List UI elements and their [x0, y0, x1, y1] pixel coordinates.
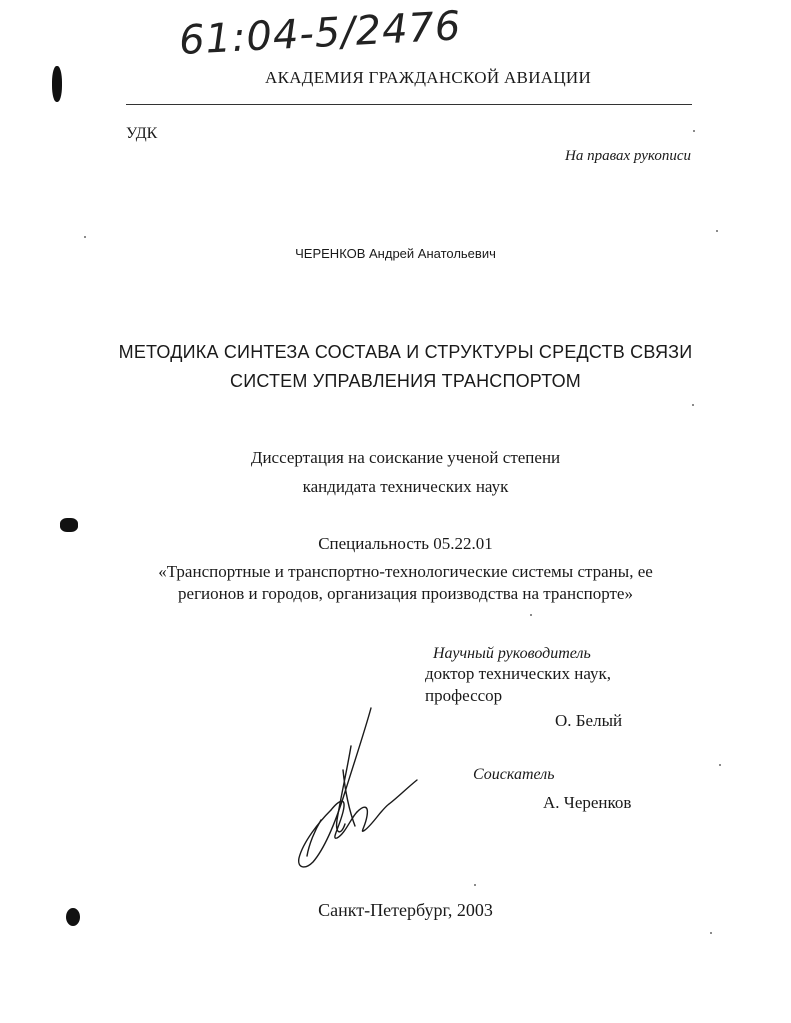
applicant-name: А. Черенков [543, 793, 632, 812]
author-name: ЧЕРЕНКОВ Андрей Анатольевич [295, 246, 496, 261]
scan-speck [716, 230, 718, 232]
udk-label: УДК [126, 125, 158, 142]
city-and-year: Санкт-Петербург, 2003 [318, 900, 493, 920]
supervisor-degree: доктор технических наук, [425, 664, 612, 683]
scan-speck [84, 236, 86, 238]
thesis-title-line-2: СИСТЕМ УПРАВЛЕНИЯ ТРАНСПОРТОМ [230, 371, 581, 391]
rights-note: На правах рукописи [565, 148, 691, 164]
supervisor-name: О. Белый [555, 711, 623, 730]
supervisor-role: Научный руководитель [433, 645, 591, 662]
thesis-title-line-1: МЕТОДИКА СИНТЕЗА СОСТАВА И СТРУКТУРЫ СРЕДСТВ СВЯЗИ [118, 342, 693, 362]
scan-speck [693, 130, 695, 132]
degree-statement-line-2: кандидата технических наук [302, 477, 509, 496]
specialty-name-line-1: «Транспортные и транспортно-технологические системы страны, ее [158, 562, 653, 581]
specialty-name-line-2: регионов и городов, организация производства на транспорте» [178, 584, 633, 603]
scan-speck [474, 884, 476, 886]
ink-blot-middle [60, 518, 78, 532]
header-divider [126, 104, 692, 105]
handwritten-archive-number: 61:04-5/2476 [178, 3, 463, 64]
applicant-role: Соискатель [473, 766, 555, 783]
scan-speck [710, 932, 712, 934]
ink-blot-top [52, 66, 62, 102]
signature-icon [285, 700, 425, 875]
scan-speck [719, 764, 721, 766]
specialty-code: Специальность 05.22.01 [318, 534, 493, 553]
scan-speck [692, 404, 694, 406]
institution-name: АКАДЕМИЯ ГРАЖДАНСКОЙ АВИАЦИИ [265, 68, 592, 87]
degree-statement-line-1: Диссертация на соискание ученой степени [250, 448, 561, 467]
scan-speck [530, 614, 532, 616]
supervisor-title: профессор [425, 686, 503, 705]
ink-blot-bottom [66, 908, 80, 926]
